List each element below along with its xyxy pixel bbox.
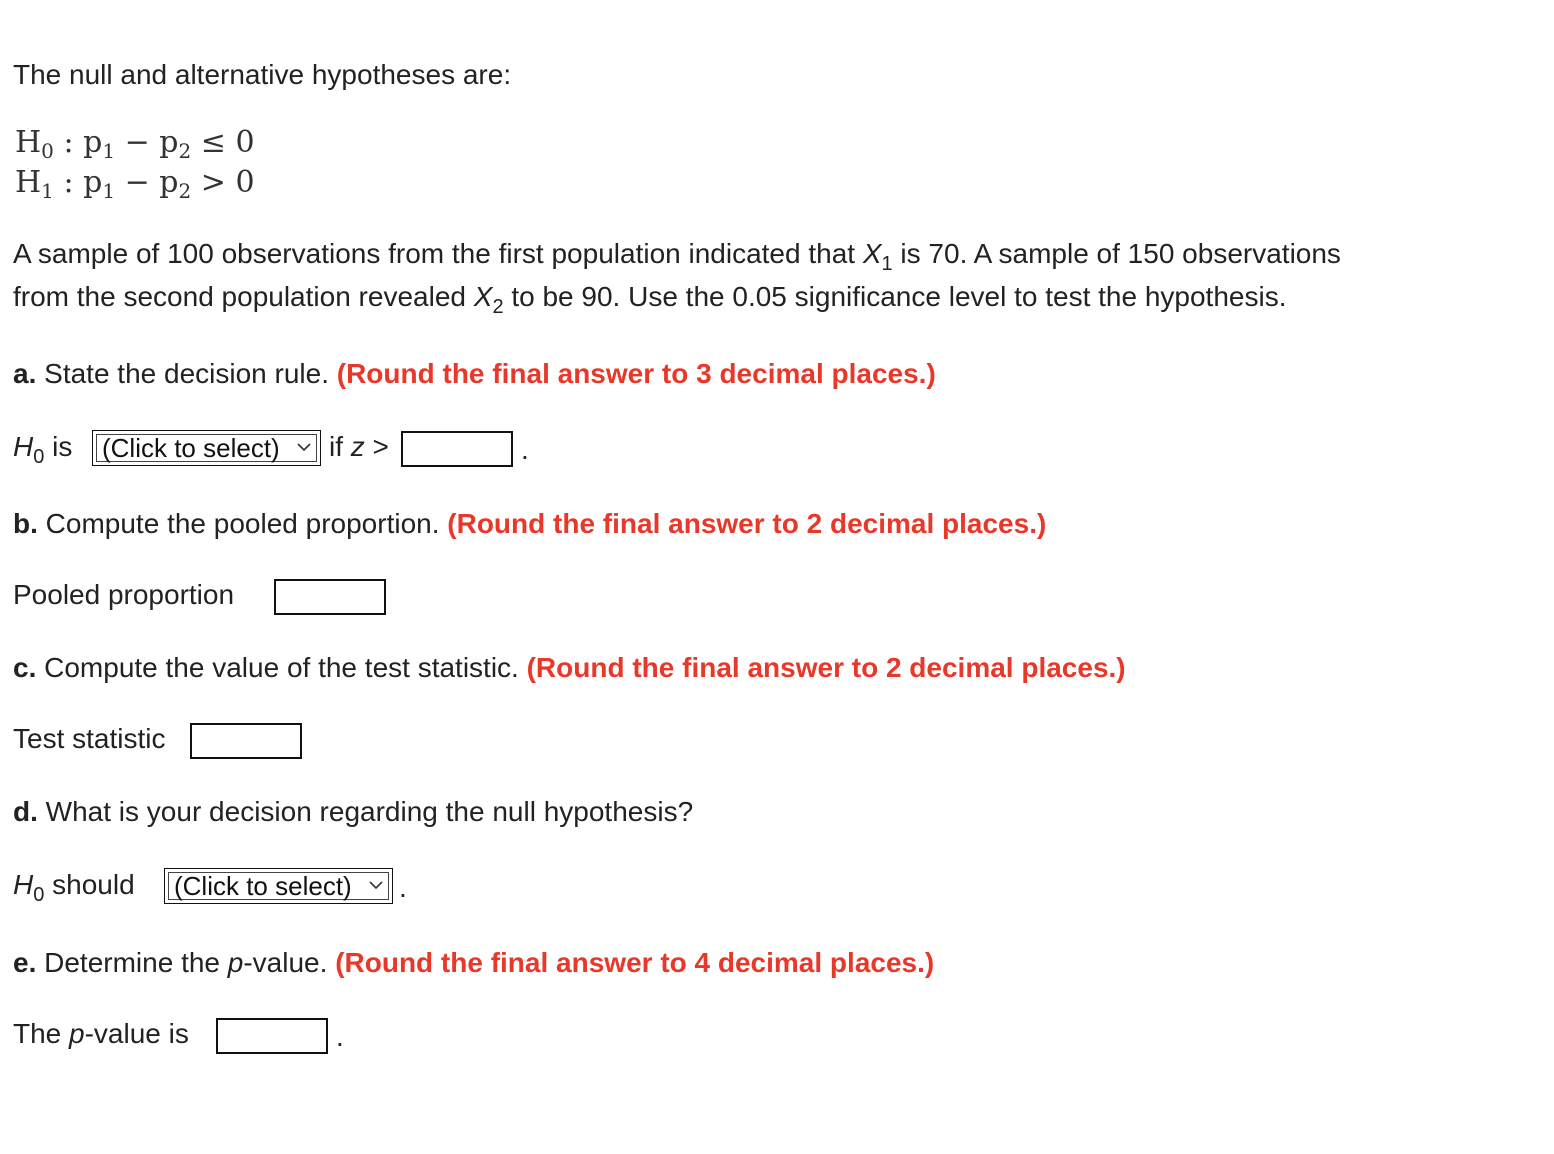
decision-rule-condition: if z > [329,431,389,462]
question-a: a. State the decision rule. (Round the final answer to 3 decimal places.) [13,358,936,389]
question-e: e. Determine the p-value. (Round the final answer to 4 decimal places.) [13,947,935,978]
chevron-down-icon [296,441,312,453]
question-c: c. Compute the value of the test statistic. (Round the final answer to 2 decimal places.) [13,652,1126,683]
pooled-proportion-input[interactable] [274,579,386,615]
decision-label: $H_0$ should [13,869,135,906]
chevron-down-icon [368,879,384,891]
decision-rule-label: $H_0$ is [13,431,73,468]
test-statistic-input[interactable] [190,723,302,759]
pooled-proportion-label: Pooled proportion [13,579,235,610]
question-d: d. What is your decision regarding the null hypothesis? [13,796,694,827]
critical-value-input[interactable] [401,431,513,467]
sample-text-line-2: from the second population revealed $X_2$ to be 90. Use the 0.05 significance level to test the hypothesis. [13,281,1287,318]
intro-text: The null and alternative hypotheses are: [13,59,512,90]
null-hypothesis: $H_0$ : $p_1 - p_2 \le 0$ [15,125,255,163]
decision-rule-select[interactable]: (Click to select) [92,430,321,466]
p-value-input[interactable] [216,1018,328,1054]
period: . [399,872,407,903]
decision-select[interactable]: (Click to select) [164,868,393,904]
period: . [336,1021,344,1052]
period: . [521,434,529,465]
sample-text-line-1: A sample of 100 observations from the first population indicated that $X_1$ is 70. A sample of 150 observations [13,238,1341,275]
test-statistic-label: Test statistic [13,723,166,754]
alternative-hypothesis: $H_1$ : $p_1 - p_2 > 0$ [15,165,255,203]
p-value-label: The p-value is [13,1018,189,1049]
question-b: b. Compute the pooled proportion. (Round the final answer to 2 decimal places.) [13,508,1047,539]
